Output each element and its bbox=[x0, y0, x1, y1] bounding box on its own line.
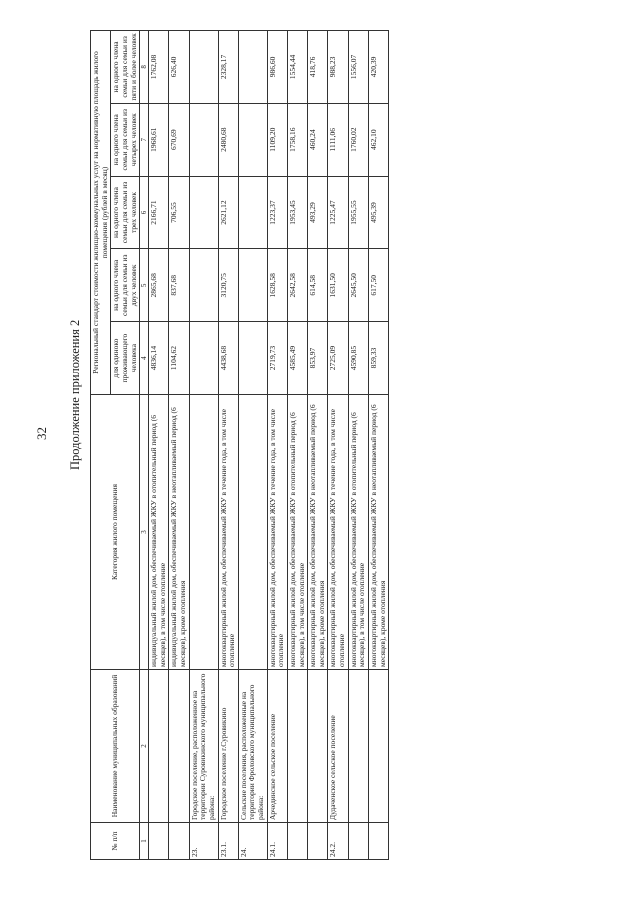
tariff-value: 853,97 bbox=[308, 322, 328, 395]
tariff-value: 706,55 bbox=[169, 176, 189, 249]
tariff-value: 2328,17 bbox=[218, 31, 238, 104]
table-row bbox=[287, 31, 307, 860]
row-number bbox=[149, 823, 169, 860]
col-number: 3 bbox=[140, 395, 149, 670]
row-number: 23. bbox=[189, 823, 218, 860]
tariff-value: 1556,07 bbox=[348, 31, 368, 104]
tariff-value: 988,23 bbox=[328, 31, 348, 104]
tariff-value: 462,10 bbox=[368, 103, 388, 176]
tariff-value: 1762,08 bbox=[149, 31, 169, 104]
col-number: 5 bbox=[140, 249, 149, 322]
table-row bbox=[348, 31, 368, 860]
tariff-value: 617,50 bbox=[368, 249, 388, 322]
tariff-value bbox=[238, 322, 267, 395]
row-number: 24. bbox=[238, 823, 267, 860]
housing-category: многоквартирный жилой дом, обеспечиваемый ЖКУ в неотапливаемый период (6 месяцев), кроме отопления bbox=[308, 395, 328, 670]
tariff-value: 2865,68 bbox=[149, 249, 169, 322]
col-number: 2 bbox=[140, 670, 149, 823]
tariff-value: 460,24 bbox=[308, 103, 328, 176]
header-col-category: Категория жилого помещения bbox=[91, 395, 140, 670]
housing-category: многоквартирный жилой дом, обеспечиваемый ЖКУ в течение года, в том числе отопление bbox=[328, 395, 348, 670]
table-body bbox=[149, 31, 389, 860]
tariff-value: 1225,47 bbox=[328, 176, 348, 249]
page-number: 32 bbox=[34, 427, 49, 440]
page-title: Продолжение приложения 2 bbox=[68, 319, 82, 470]
tariff-value: 1968,61 bbox=[149, 103, 169, 176]
municipality-name bbox=[368, 670, 388, 823]
table-row bbox=[189, 31, 218, 860]
tariff-value: 626,40 bbox=[169, 31, 189, 104]
row-number bbox=[287, 823, 307, 860]
col-number: 6 bbox=[140, 176, 149, 249]
municipality-name bbox=[169, 670, 189, 823]
header-col-no: № п/п bbox=[91, 823, 140, 860]
housing-category: индивидуальный жилой дом, обеспечиваемый ЖКУ в отопительный период (6 месяцев), в том числе отопление bbox=[149, 395, 169, 670]
tariff-value bbox=[189, 322, 218, 395]
col-number: 8 bbox=[140, 31, 149, 104]
col-number: 7 bbox=[140, 103, 149, 176]
tariff-value: 495,39 bbox=[368, 176, 388, 249]
col-number: 1 bbox=[140, 823, 149, 860]
tariff-value: 420,39 bbox=[368, 31, 388, 104]
tariff-value: 4585,49 bbox=[287, 322, 307, 395]
tariff-value: 1111,06 bbox=[328, 103, 348, 176]
housing-category: многоквартирный жилой дом, обеспечиваемый ЖКУ в течение года, в том числе отопление bbox=[267, 395, 287, 670]
header-sub-3: на одного члена семьи для семьи из трех человек bbox=[111, 176, 140, 249]
row-number: 24.2. bbox=[328, 823, 348, 860]
housing-category: многоквартирный жилой дом, обеспечиваемый ЖКУ в течение года, в том числе отопление bbox=[218, 395, 238, 670]
tariff-value bbox=[189, 176, 218, 249]
table-row bbox=[169, 31, 189, 860]
tariff-value: 2480,68 bbox=[218, 103, 238, 176]
tariff-value: 986,60 bbox=[267, 31, 287, 104]
tariff-value bbox=[238, 249, 267, 322]
tariff-value: 859,33 bbox=[368, 322, 388, 395]
tariff-value: 1955,55 bbox=[348, 176, 368, 249]
row-number bbox=[308, 823, 328, 860]
tariff-value: 2725,09 bbox=[328, 322, 348, 395]
row-number bbox=[368, 823, 388, 860]
table-row bbox=[308, 31, 328, 860]
tariff-value: 1758,16 bbox=[287, 103, 307, 176]
tariff-value bbox=[238, 31, 267, 104]
tariff-value: 1953,45 bbox=[287, 176, 307, 249]
table-row bbox=[218, 31, 238, 860]
header-sub-4: на одного члена семьи для семьи из четырех человек bbox=[111, 103, 140, 176]
table-row bbox=[368, 31, 388, 860]
tariff-value bbox=[238, 176, 267, 249]
tariff-value: 1631,50 bbox=[328, 249, 348, 322]
tariff-value: 670,69 bbox=[169, 103, 189, 176]
tariff-value: 4438,68 bbox=[218, 322, 238, 395]
table-row bbox=[267, 31, 287, 860]
header-group-title: Региональный стандарт стоимости жилищно-коммунальных услуг на нормативную площадь жилого помещения (рублей в месяц) bbox=[91, 31, 111, 395]
header-sub-2: на одного члена семьи для семьи из двух человек bbox=[111, 249, 140, 322]
tariff-value bbox=[189, 103, 218, 176]
row-number bbox=[169, 823, 189, 860]
tariff-table bbox=[90, 30, 389, 860]
tariff-value: 2621,12 bbox=[218, 176, 238, 249]
tariff-value: 1109,20 bbox=[267, 103, 287, 176]
municipality-name: Арчединское сельское поселение bbox=[267, 670, 287, 823]
tariff-value: 4836,14 bbox=[149, 322, 169, 395]
table-row bbox=[149, 31, 169, 860]
housing-category: многоквартирный жилой дом, обеспечиваемый ЖКУ в отопительный период (6 месяцев), в том числе отопление bbox=[348, 395, 368, 670]
municipality-name bbox=[308, 670, 328, 823]
housing-category bbox=[238, 395, 267, 670]
housing-category: индивидуальный жилой дом, обеспечиваемый ЖКУ в неотапливаемый период (6 месяцев), кроме отопления bbox=[169, 395, 189, 670]
tariff-value: 837,68 bbox=[169, 249, 189, 322]
tariff-value: 614,58 bbox=[308, 249, 328, 322]
housing-category bbox=[189, 395, 218, 670]
tariff-value bbox=[189, 31, 218, 104]
tariff-value: 1760,02 bbox=[348, 103, 368, 176]
municipality-name bbox=[149, 670, 169, 823]
municipality-name: Городское поселение, расположенное на территории Суровикинского муниципального района: bbox=[189, 670, 218, 823]
tariff-table-container bbox=[90, 30, 389, 860]
header-col-name: Наименование муниципальных образований bbox=[91, 670, 140, 823]
tariff-value: 1628,58 bbox=[267, 249, 287, 322]
header-sub-5: на одного члена семьи для семьи из пяти и более человек bbox=[111, 31, 140, 104]
housing-category: многоквартирный жилой дом, обеспечиваемый ЖКУ в неотапливаемый период (6 месяцев), кроме отопления bbox=[368, 395, 388, 670]
tariff-value: 1554,44 bbox=[287, 31, 307, 104]
tariff-value: 2645,50 bbox=[348, 249, 368, 322]
tariff-value: 1104,62 bbox=[169, 322, 189, 395]
housing-category: многоквартирный жилой дом, обеспечиваемый ЖКУ в отопительный период (6 месяцев), в том числе отопление bbox=[287, 395, 307, 670]
col-number: 4 bbox=[140, 322, 149, 395]
header-sub-1: для одиноко проживающего человека bbox=[111, 322, 140, 395]
tariff-value: 3120,75 bbox=[218, 249, 238, 322]
municipality-name: Городское поселение г.Суровикино bbox=[218, 670, 238, 823]
tariff-value: 2166,71 bbox=[149, 176, 169, 249]
row-number bbox=[348, 823, 368, 860]
tariff-value: 2642,58 bbox=[287, 249, 307, 322]
tariff-value bbox=[189, 249, 218, 322]
row-number: 24.1. bbox=[267, 823, 287, 860]
table-row bbox=[238, 31, 267, 860]
municipality-name: Дудаченское сельское поселение bbox=[328, 670, 348, 823]
municipality-name bbox=[287, 670, 307, 823]
tariff-value: 2719,73 bbox=[267, 322, 287, 395]
tariff-value bbox=[238, 103, 267, 176]
tariff-value: 418,76 bbox=[308, 31, 328, 104]
tariff-value: 493,29 bbox=[308, 176, 328, 249]
table-row bbox=[328, 31, 348, 860]
municipality-name bbox=[348, 670, 368, 823]
municipality-name: Сельские поселения, расположенные на территории Фроловского муниципального района: bbox=[238, 670, 267, 823]
tariff-value: 1223,37 bbox=[267, 176, 287, 249]
row-number: 23.1. bbox=[218, 823, 238, 860]
tariff-value: 4590,85 bbox=[348, 322, 368, 395]
